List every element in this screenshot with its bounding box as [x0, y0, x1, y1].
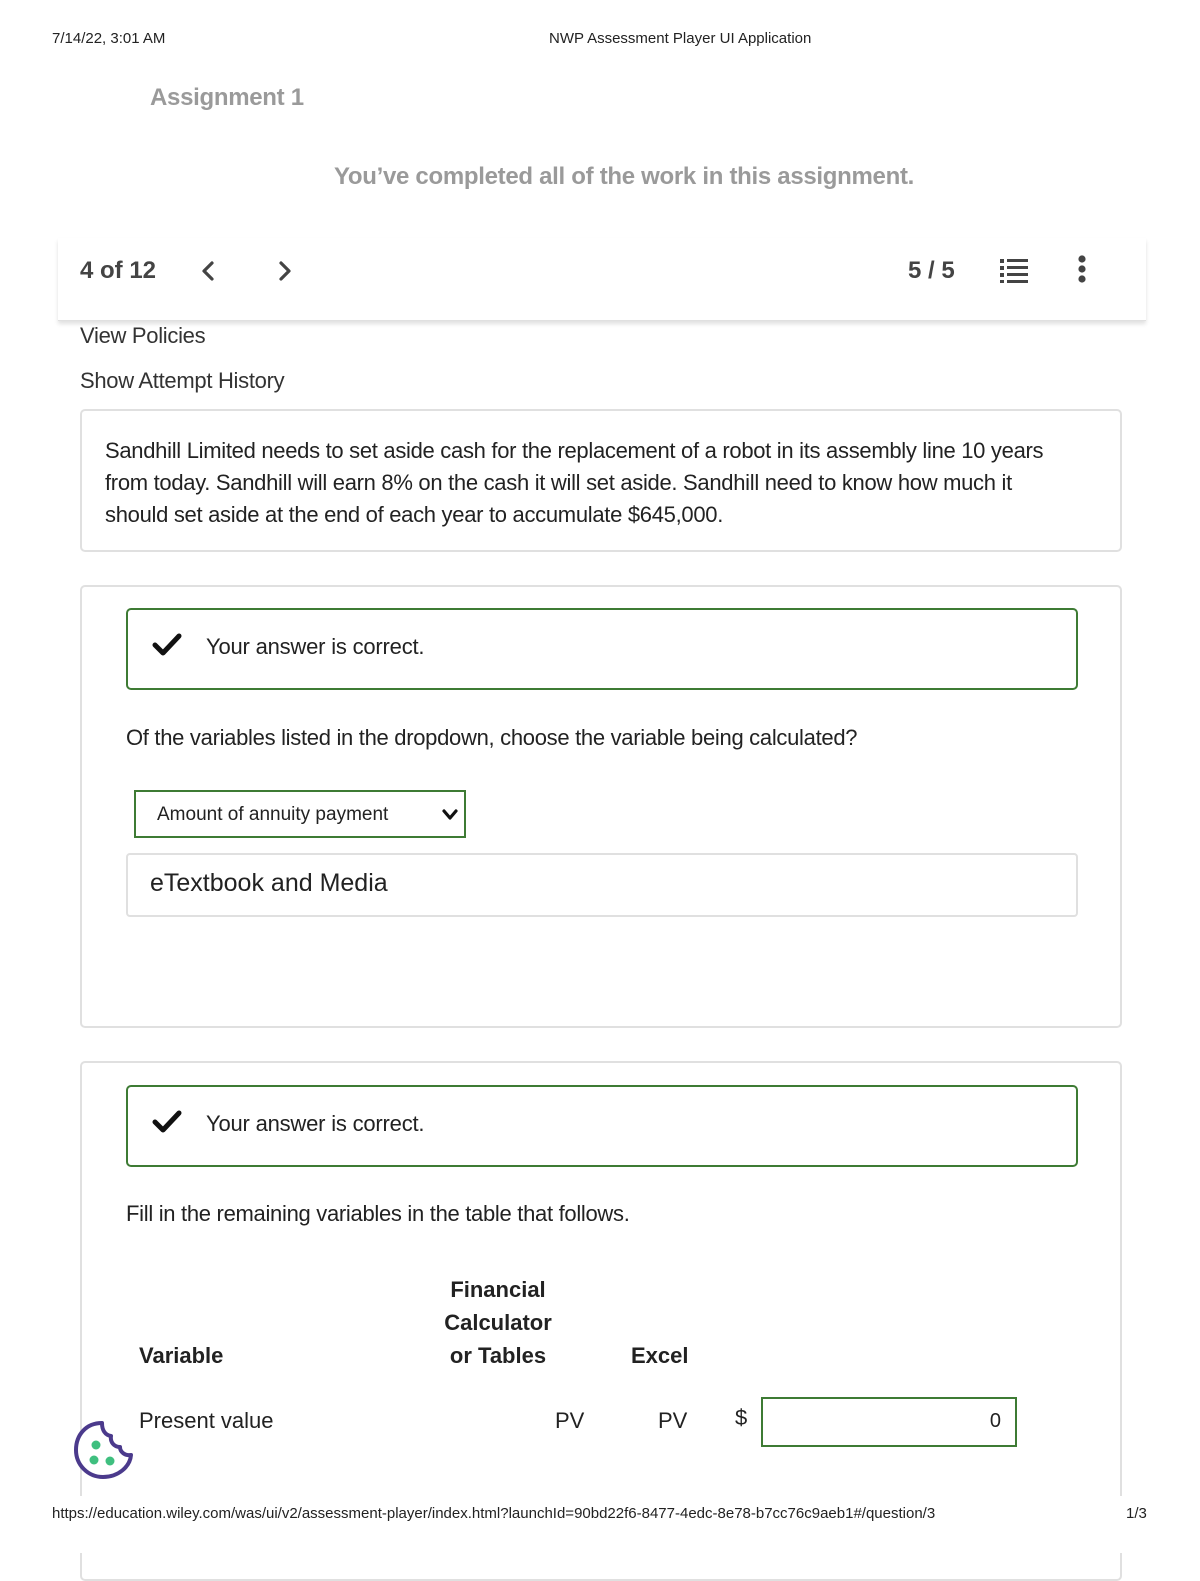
print-page-title: NWP Assessment Player UI Application — [549, 30, 812, 47]
question-score: 5 / 5 — [908, 257, 955, 284]
variable-select-value: Amount of annuity payment — [157, 804, 389, 825]
part2-feedback: Your answer is correct. — [206, 1111, 425, 1136]
completion-message: You’ve completed all of the work in this assignment. — [333, 163, 915, 190]
row-currency-symbol: $ — [735, 1405, 748, 1430]
assignment-title: Assignment 1 — [150, 84, 304, 111]
part2-prompt: Fill in the remaining variables in the table that follows. — [126, 1201, 630, 1226]
more-vertical-icon — [1076, 254, 1088, 284]
chevron-left-icon — [200, 260, 216, 282]
question-list-icon — [998, 255, 1030, 285]
print-url: https://education.wiley.com/was/ui/v2/assessment-player/index.html?launchId=90bd22f6-8477-4edc-8e78-b7cc76c9aeb1#/question/3 — [52, 1505, 936, 1522]
row-calc-symbol: PV — [555, 1408, 585, 1433]
view-policies-link[interactable]: View Policies — [80, 323, 206, 348]
present-value-input[interactable]: 0 — [761, 1397, 1017, 1447]
etextbook-media-label: eTextbook and Media — [150, 869, 388, 897]
chevron-right-icon — [277, 260, 293, 282]
print-page-number: 1/3 — [1126, 1505, 1147, 1522]
next-question-button[interactable] — [270, 256, 300, 286]
previous-question-button[interactable] — [193, 256, 223, 286]
print-footer — [0, 1496, 1200, 1553]
etextbook-media-button[interactable] — [126, 853, 1078, 917]
chevron-down-icon — [442, 808, 458, 822]
question-navbar — [58, 238, 1146, 321]
header-calc-line2: Calculator — [444, 1310, 552, 1335]
header-financial-calculator — [422, 1273, 574, 1372]
row-variable-label: Present value — [139, 1408, 274, 1433]
question-position: 4 of 12 — [80, 257, 157, 284]
row-excel-symbol: PV — [658, 1408, 688, 1433]
part1-prompt: Of the variables listed in the dropdown, choose the variable being calculated? — [126, 725, 858, 750]
checkmark-icon — [152, 1107, 182, 1137]
show-attempt-history-link[interactable]: Show Attempt History — [80, 368, 285, 393]
header-excel: Excel — [631, 1343, 689, 1368]
question-box — [80, 409, 1122, 552]
part1-panel — [80, 585, 1122, 1028]
part1-feedback: Your answer is correct. — [206, 634, 425, 659]
part2-correct-banner — [126, 1085, 1078, 1167]
print-timestamp: 7/14/22, 3:01 AM — [52, 30, 166, 47]
cookie-preferences-button[interactable] — [72, 1419, 136, 1481]
question-list-button[interactable] — [998, 255, 1032, 287]
header-calc-line1: Financial — [450, 1277, 546, 1302]
part1-correct-banner — [126, 608, 1078, 690]
cookie-icon — [72, 1419, 136, 1481]
more-options-button[interactable] — [1076, 254, 1096, 288]
variable-select[interactable] — [134, 790, 466, 838]
header-calc-line3: or Tables — [449, 1343, 547, 1368]
question-text: Sandhill Limited needs to set aside cash for the replacement of a robot in its assembly line 10 years from today. Sandhill will earn 8% on the cash it will set aside. Sandhill need to know how much it should set aside at the end of each year to accumulate $645,000. — [105, 438, 1044, 527]
checkmark-icon — [152, 630, 182, 660]
header-variable: Variable — [139, 1343, 224, 1368]
